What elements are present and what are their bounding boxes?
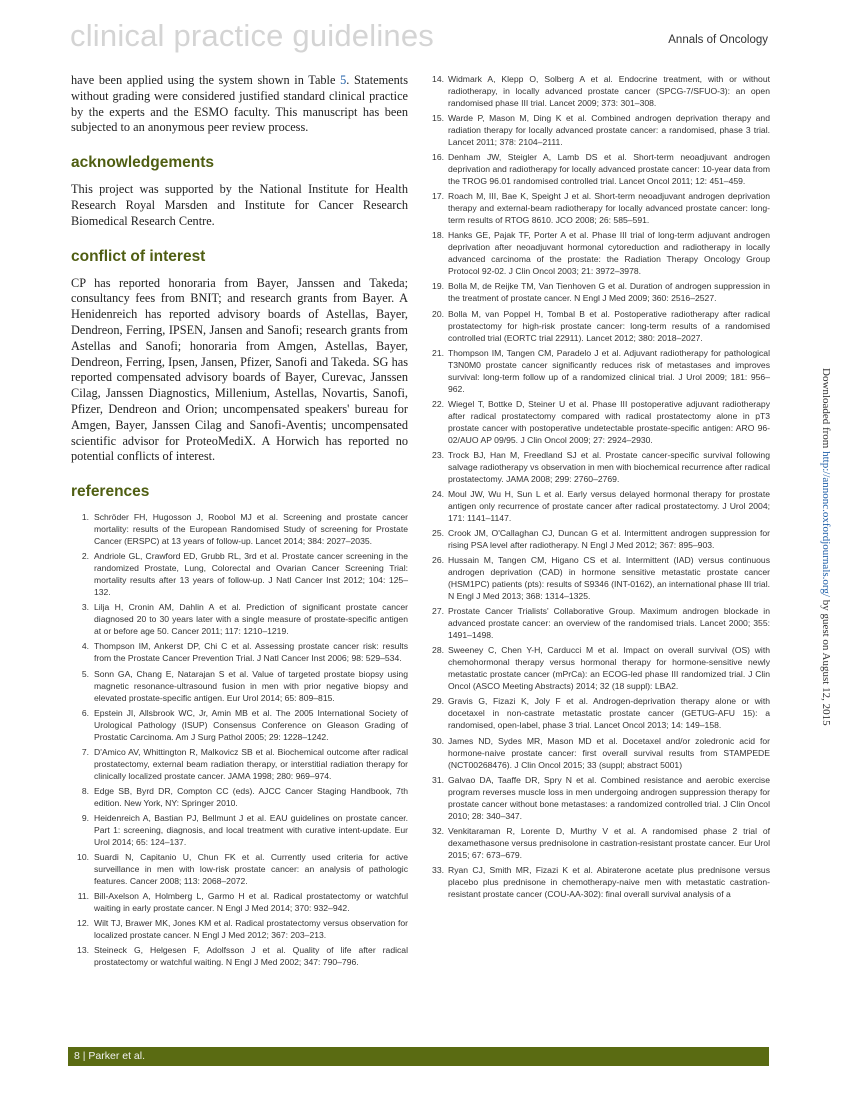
reference-text: Sonn GA, Chang E, Natarajan S et al. Value of targeted prostate biopsy using magnetic resonance-ultrasound fusion in men with prior negative biopsy and elevated prostate-specific antigen. Eur Urol 2014; 65: 809–815. [94,668,408,703]
reference-item [428,554,770,602]
reference-number: 19. [432,281,444,292]
reference-item [71,640,408,664]
reference-text: Wiegel T, Bottke D, Steiner U et al. Phase III postoperative adjuvant radiotherapy after radical prostatectomy compared with radical prostatectomy alone in pT3 prostate cancer with postoperative undetectable prostate-specific antigen: ARO 96-02/AUO AP 09/95. J Clin Oncol 2009; 27: 2924–2930. [448,398,770,445]
reference-item [428,488,770,524]
reference-item [428,864,770,900]
reference-item [428,398,770,446]
reference-number: 1. [81,512,89,523]
reference-text: Schröder FH, Hugosson J, Roobol MJ et al. Screening and prostate cancer mortality: results of the European Randomised Study of screening for Prostate Cancer (ERSPC) at 13 years of follow-up. Lancet 2014; 384: 2027–2035. [94,512,408,547]
reference-number: 32. [432,825,444,836]
footer-bar [68,1047,769,1066]
reference-text: Wilt TJ, Brawer MK, Jones KM et al. Radical prostatectomy versus observation for localized prostate cancer. N Engl J Med 2012; 367: 203–213. [94,918,408,941]
reference-text: Venkitaraman R, Lorente D, Murthy V et al. A randomised phase 2 trial of dexamethasone versus prednisolone in castration-resistant prostate cancer. Eur Urol 2015; 67: 673–679. [448,825,770,860]
reference-item [428,605,770,641]
references-list-left [71,511,408,968]
reference-text: Sweeney C, Chen Y-H, Carducci M et al. Impact on overall survival (OS) with chemohormonal therapy versus hormonal therapy for hormone-sensitive newly metastatic prostate cancer (mPrCa): an ECOG-led phase III randomized trial. J Clin Oncol (ASCO Meeting Abstracts) 2014; 32 (18 suppl): LBA2. [448,645,770,692]
reference-number: 21. [432,347,444,358]
reference-number: 17. [432,191,444,202]
reference-text: Prostate Cancer Trialists' Collaborative Group. Maximum androgen blockade in advanced prostate cancer: an overview of the randomised trials. Lancet 2000; 355: 1491–1498. [448,606,770,641]
reference-text: Hanks GE, Pajak TF, Porter A et al. Phase III trial of long-term adjuvant androgen deprivation after neoadjuvant hormonal cytoreduction and radiotherapy in locally advanced carcinoma of the prostate: the Radiation Therapy Oncology Group Protocol 92-02. J Clin Oncol 2003; 21: 3972–3978. [448,230,770,277]
reference-number: 31. [432,774,444,785]
reference-text: Bolla M, van Poppel H, Tombal B et al. Postoperative radiotherapy after radical prostatectomy for high-risk prostate cancer: long-term results of a randomised controlled trial (EORTC trial 22911). Lancet 2012; 380: 2018–2027. [448,308,770,343]
right-column [428,73,770,903]
reference-number: 2. [81,551,89,562]
download-notice [820,368,832,726]
reference-text: Andriole GL, Crawford ED, Grubb RL, 3rd et al. Prostate cancer screening in the randomized Prostate, Lung, Colorectal and Ovarian Cancer Screening Trial: mortality results after 13 years of follow-up. J Natl Cancer Inst 2012; 104: 125–132. [94,551,408,598]
acknowledgements-text: This project was supported by the National Institute for Health Research Royal Marsden and Institute for Cancer Research Biomedical Research Centre. [71,182,408,228]
reference-item [428,73,770,109]
reference-number: 20. [432,308,444,319]
reference-text: Suardi N, Capitanio U, Chun FK et al. Currently used criteria for active surveillance in men with low-risk prostate cancer: an analysis of pathologic features. Cancer 2008; 113: 2068–2072. [94,851,408,886]
reference-item [428,190,770,226]
reference-text: Edge SB, Byrd DR, Compton CC (eds). AJCC Cancer Staging Handbook, 7th edition. New York, NY: Springer 2010. [94,785,408,808]
reference-number: 15. [432,113,444,124]
reference-item [428,644,770,692]
reference-number: 22. [432,398,444,409]
reference-number: 7. [81,746,89,757]
reference-number: 24. [432,488,444,499]
reference-text: Moul JW, Wu H, Sun L et al. Early versus delayed hormonal therapy for prostate antigen only recurrence of prostate cancer after radical prostatectomy. J Urol 2004; 171: 1141–1147. [448,488,770,523]
reference-item [428,774,770,822]
reference-item [71,851,408,887]
reference-text: Crook JM, O'Callaghan CJ, Duncan G et al. Intermittent androgen suppression for rising PSA level after radiotherapy. N Engl J Med 2012; 367: 895–903. [448,528,770,551]
reference-item [428,229,770,277]
acknowledgements-heading: acknowledgements [71,154,214,172]
download-notice-prefix: Downloaded from [820,368,832,452]
reference-number: 3. [81,602,89,613]
reference-text: Galvao DA, Taaffe DR, Spry N et al. Combined resistance and aerobic exercise program reverses muscle loss in men undergoing androgen suppression therapy for prostate cancer without bone metastases: a randomized controlled trial. J Clin Oncol 2010; 28: 340–347. [448,774,770,821]
reference-text: Widmark A, Klepp O, Solberg A et al. Endocrine treatment, with or without radiotherapy, in locally advanced prostate cancer (SPCG-7/SFUO-3): an open randomised phase III trial. Lancet 2009; 373: 301–308. [448,74,770,108]
journal-name: Annals of Oncology [668,34,768,46]
reference-text: Bill-Axelson A, Holmberg L, Garmo H et al. Radical prostatectomy or watchful waiting in early prostate cancer. N Engl J Med 2014; 370: 932–942. [94,891,408,914]
reference-number: 10. [77,851,89,862]
reference-number: 12. [77,918,89,929]
reference-text: Warde P, Mason M, Ding K et al. Combined androgen deprivation therapy and radiation therapy for locally advanced prostate cancer: a randomised, phase 3 trial. Lancet 2011; 378: 2104–2111. [448,113,770,148]
reference-text: Hussain M, Tangen CM, Higano CS et al. Intermittent (IAD) versus continuous androgen deprivation (CAD) in hormone sensitive metastatic prostate cancer (HSM1PC) patients (pts): results of S9346 (INT-0162), an international phase III trial. N Engl J Med 2013; 368: 1314–1325. [448,555,770,602]
reference-text: Trock BJ, Han M, Freedland SJ et al. Prostate cancer-specific survival following salvage radiotherapy vs observation in men with biochemical recurrence after radical prostatectomy. JAMA 2008; 299: 2760–2769. [448,449,770,484]
reference-text: Denham JW, Steigler A, Lamb DS et al. Short-term neoadjuvant androgen deprivation and radiotherapy for locally advanced prostate cancer: 10-year data from the TROG 96.01 randomised controlled trial. Lancet Oncol 2011; 12: 451–459. [448,152,770,187]
reference-number: 11. [77,891,89,902]
reference-item [71,746,408,782]
section-watermark: clinical practice guidelines [70,18,435,53]
reference-item [428,735,770,771]
reference-number: 26. [432,555,444,566]
reference-number: 29. [432,696,444,707]
reference-item [71,890,408,914]
intro-text-start: have been applied using the system shown in Table [71,73,341,87]
reference-text: Epstein JI, Allsbrook WC, Jr, Amin MB et al. The 2005 International Society of Urological Pathology (ISUP) Consensus Conference on Gleason Grading of Prostatic Carcinoma. Am J Surg Pathol 2005; 29: 1228–1242. [94,707,408,742]
reference-number: 25. [432,528,444,539]
intro-paragraph [71,73,408,136]
footer-page-author: 8 | Parker et al. [74,1050,146,1062]
reference-text: Thompson IM, Tangen CM, Paradelo J et al. Adjuvant radiotherapy for pathological T3N0M0 prostate cancer significantly reduces risk of metastases and improves survival: long-term follow up of a randomized clinical trial. J Urol 2009; 181: 956–962. [448,347,770,394]
reference-item [71,601,408,637]
reference-number: 4. [81,641,89,652]
reference-item [428,112,770,148]
reference-number: 30. [432,735,444,746]
conflict-heading: conflict of interest [71,247,206,265]
reference-number: 27. [432,606,444,617]
reference-item [428,308,770,344]
left-column [71,73,408,971]
table-link[interactable]: 5 [340,73,347,87]
reference-item [71,785,408,809]
reference-text: James ND, Sydes MR, Mason MD et al. Docetaxel and/or zoledronic acid for hormone-naive prostate cancer: first overall survival results from STAMPEDE (NCT00268476). J Clin Oncol 2015; 33 (suppl; abstract 5001) [448,735,770,770]
reference-item [428,280,770,304]
reference-number: 6. [81,707,89,718]
reference-item [428,151,770,187]
reference-item [71,550,408,598]
reference-number: 8. [81,785,89,796]
reference-item [71,812,408,848]
reference-item [71,944,408,968]
reference-text: Lilja H, Cronin AM, Dahlin A et al. Prediction of significant prostate cancer diagnosed 20 to 30 years later with a single measure of prostate-specific antigen at or before age 50. Cancer 2011; 117: 1210–1219. [94,602,408,637]
conflict-text: CP has reported honoraria from Bayer, Janssen and Takeda; consultancy fees from BNIT; and research grants from Bayer. A Henidenreich has reported advisory boards of Astellas, Bayer, Dendreon, Ferring, IPSEN, Jansen and Sanofi; research grants from Astellas and Sanofi; honoraria from Amgen, Astellas, Bayer, Dendreon, Ferring, Ipsen, Jansen, Pfizer, Sanofi and Takeda. SG has reported compensated advisory boards of Bayer, Curevac, Janssen Cilag, Janssen Diagnostics, Millenium, Astellas, Novartis, Sanofi, Pfizer, Dendreon and Orion; uncompensated speakers' bureau for Amgen, Bayer, Janssen Cilag and Sanofi-Aventis; uncompensated scientific advisor for ProteoMediX. A Horwich has reported no potential conflicts of interest. [71,275,408,464]
intro-text-end: . Statements without grading were considered justified standard clinical practice by the experts and the ESMO faculty. This manuscript has been subjected to an anonymous peer review process. [71,73,408,135]
reference-text: Steineck G, Helgesen F, Adolfsson J et al. Quality of life after radical prostatectomy or watchful waiting. N Engl J Med 2002; 347: 790–796. [94,945,408,968]
reference-item [428,347,770,395]
reference-text: Bolla M, de Reijke TM, Van Tienhoven G et al. Duration of androgen suppression in the treatment of prostate cancer. N Engl J Med 2009; 360: 2516–2527. [448,281,770,304]
reference-text: Thompson IM, Ankerst DP, Chi C et al. Assessing prostate cancer risk: results from the Prostate Cancer Prevention Trial. J Natl Cancer Inst 2006; 98: 529–534. [94,641,408,664]
reference-text: D'Amico AV, Whittington R, Malkovicz SB et al. Biochemical outcome after radical prostatectomy, external beam radiation therapy, or interstitial radiation therapy for clinically localized prostate cancer. JAMA 1998; 280: 969–974. [94,746,408,781]
reference-text: Roach M, III, Bae K, Speight J et al. Short-term neoadjuvant androgen deprivation therapy and external-beam radiotherapy for locally advanced prostate cancer: long-term results of RTOG 8610. JCO 2008; 26: 585–591. [448,191,770,226]
reference-number: 33. [432,864,444,875]
reference-item [71,511,408,547]
reference-number: 14. [432,74,444,84]
reference-item [428,527,770,551]
reference-item [71,668,408,704]
reference-text: Gravis G, Fizazi K, Joly F et al. Androgen-deprivation therapy alone or with docetaxel in non-castrate metastatic prostate cancer (GETUG-AFU 15): a randomised, open-label, phase 3 trial. Lancet Oncol 2013; 14: 149–158. [448,696,770,731]
reference-item [428,695,770,731]
references-heading: references [71,483,150,501]
reference-text: Ryan CJ, Smith MR, Fizazi K et al. Abiraterone acetate plus prednisone versus placebo plus prednisone in chemotherapy-naive men with metastatic castration-resistant prostate cancer (COU-AA-302): final overall survival analysis of a [448,864,770,899]
reference-number: 28. [432,645,444,656]
reference-item [71,917,408,941]
reference-item [71,707,408,743]
reference-item [428,449,770,485]
reference-number: 5. [81,668,89,679]
reference-number: 9. [81,812,89,823]
download-notice-suffix: by guest on August 12, 2015 [820,596,832,726]
references-list-right [428,73,770,900]
reference-text: Heidenreich A, Bastian PJ, Bellmunt J et al. EAU guidelines on prostate cancer. Part 1: screening, diagnosis, and local treatment with curative intent-update. Eur Urol 2014; 65: 124–137. [94,812,408,847]
reference-number: 23. [432,449,444,460]
reference-number: 16. [432,152,444,163]
download-link[interactable]: http://annonc.oxfordjournals.org/ [820,451,832,597]
reference-number: 13. [77,945,89,956]
reference-number: 18. [432,230,444,241]
reference-item [428,825,770,861]
